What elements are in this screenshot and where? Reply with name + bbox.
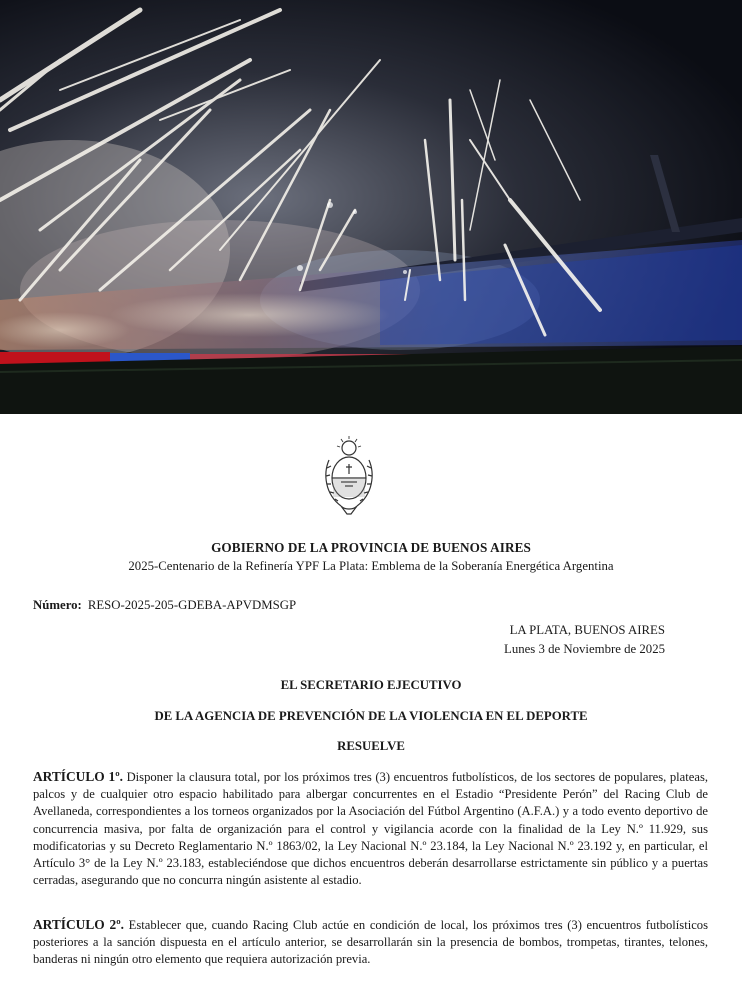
article-2-label: ARTÍCULO 2º.: [33, 917, 124, 932]
stadium-fireworks-photo: [0, 0, 742, 414]
city: LA PLATA, BUENOS AIRES: [509, 623, 665, 637]
agency-title: DE LA AGENCIA DE PREVENCIÓN DE LA VIOLENCIA EN EL DEPORTE: [154, 709, 588, 723]
year-motto: 2025-Centenario de la Refinería YPF La Plata: Emblema de la Soberanía Energética Argentina: [128, 559, 614, 573]
date: Lunes 3 de Noviembre de 2025: [504, 642, 665, 656]
resolution-document: [0, 414, 742, 992]
article-1: [33, 768, 708, 889]
resolution-number: [33, 598, 296, 613]
article-1-label: ARTÍCULO 1º.: [33, 769, 123, 784]
article-2-text: Establecer que, cuando Racing Club actúe en condición de local, los próximos tres (3) encuentros futbolísticos posteriores a la sanción dispuesta en el artículo anterior, se desarrollarán sin la presencia de bombos, trompetas, tirantes, telones, banderas ni ningún otro elemento que requiera autorización previa.: [33, 918, 708, 967]
number-value: RESO-2025-205-GDEBA-APVDMSGP: [87, 598, 297, 612]
place-and-date: [504, 621, 665, 659]
number-label: Número:: [33, 598, 82, 612]
article-2: [33, 916, 708, 969]
issuer-title: EL SECRETARIO EJECUTIVO: [280, 678, 462, 692]
government-title: GOBIERNO DE LA PROVINCIA DE BUENOS AIRES: [211, 540, 531, 555]
resolves-heading: RESUELVE: [337, 739, 405, 753]
argentina-coat-of-arms-icon: [321, 434, 377, 520]
article-1-text: Disponer la clausura total, por los próximos tres (3) encuentros futbolísticos, de los sectores de populares, plateas, palcos y de cualquier otro espacio habilitado para albergar concurrentes en el Estadio “Presidente Perón” del Racing Club de Avellaneda, correspondientes a los torneos organizados por la Asociación del Fútbol Argentino (A.F.A.) y a todo evento deportivo de concurrencia masiva, por falta de organización para el control y vigilancia acorde con la finalidad de la Ley N.º 11.929, sus modificatorias y su Decreto Reglamentario N.º 1863/02, la Ley Nacional N.º 23.184, la Ley Nacional N.º 23.192 y, en particular, el Artículo 3° de la Ley N.º 23.183, estableciéndose que dichos encuentros deberán desarrollarse estrictamente sin público y a puertas cerradas, asegurando que no concurra ningún asistente al estadio.: [33, 770, 709, 888]
